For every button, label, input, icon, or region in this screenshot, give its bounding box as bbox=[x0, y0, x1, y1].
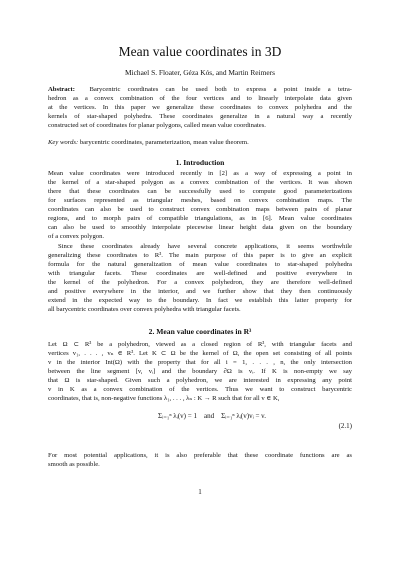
abstract-line: kernels of star-shaped polyhedra. These coordinates generalize in a natural way a recently bbox=[48, 112, 352, 120]
text-line: coordinates, that is, non-negative functions λ₁, . . . , λₙ : K → R such that for all v ∈ K, bbox=[48, 394, 280, 402]
text-line: Let Ω ⊂ R³ be a polyhedron, viewed as a closed region of R³, with triangular facets and bbox=[48, 341, 352, 348]
text-line: can also be used to smoothly interpolate piecewise linear height data given on the boundary bbox=[48, 223, 352, 231]
text-line: For most potential applications, it is also preferable that these coordinate functions are as bbox=[48, 452, 352, 459]
abstract-label: Abstract: bbox=[48, 86, 75, 93]
paper-authors: Michael S. Floater, Géza Kós, and Martin Reimers bbox=[125, 68, 275, 77]
text-line: vertices v₁, . . . , vₙ ∈ R³. Let K ⊂ Ω be the kernel of Ω, the open set consisting of all points bbox=[48, 349, 352, 357]
text-line: and positive everywhere in the interior, and we further show that they then continuously bbox=[48, 287, 352, 295]
paper-title: Mean value coordinates in 3D bbox=[118, 44, 282, 59]
text-line: formula for the natural generalization of mean value coordinates to star-shaped polyhedra bbox=[48, 260, 352, 268]
text-line: for surfaces represented as triangular meshes, based on convex combination maps. The bbox=[48, 196, 352, 204]
text-line: all barycentric coordinates over convex polyhedra with triangular facets. bbox=[48, 305, 241, 313]
section2-paragraph bbox=[48, 341, 352, 404]
text-line: v in K as a convex combination of the vertices. Thus we want to construct barycentric bbox=[48, 385, 352, 393]
equation-body bbox=[158, 412, 266, 420]
keywords-label: Key words: bbox=[48, 139, 79, 146]
text-line: v in the interior Int(Ω) with the property that for all i = 1, . . . , n, the only intersection bbox=[48, 358, 352, 366]
text-line: generalizing these coordinates to R³. The main purpose of this paper is to give an explicit bbox=[48, 251, 352, 259]
page-number: 1 bbox=[198, 488, 202, 496]
text-line: there that these coordinates can be successfully used to compute good parameterizations bbox=[48, 187, 352, 195]
text-line: regions, and to morph pairs of compatible triangulations, as in [6]. Mean value coordinates bbox=[48, 214, 352, 222]
abstract bbox=[48, 86, 352, 131]
text-line: with triangular facets. These coordinates are well-defined and positive everywhere in bbox=[48, 269, 352, 277]
section-heading-introduction: 1. Introduction bbox=[175, 158, 225, 167]
text-line: of a convex polygon. bbox=[48, 232, 105, 240]
text-line: the kernel of the polyhedron. For a convex polyhedron, they are therefore well-defined bbox=[48, 278, 352, 286]
closing-paragraph bbox=[48, 452, 352, 470]
text-line: Since these coordinates already have several concrete applications, it seems worthwhile bbox=[58, 243, 352, 250]
equation-right: Σᵢ₌₁ⁿ λᵢ(v)vᵢ = v. bbox=[221, 412, 266, 420]
section-heading-mean-value-coordinates: 2. Mean value coordinates in R³ bbox=[148, 327, 252, 336]
equation-number: (2.1) bbox=[338, 422, 352, 430]
keywords-line: Key words: barycentric coordinates, parameterization, mean value theorem. bbox=[48, 139, 249, 146]
text-line: smooth as possible. bbox=[48, 460, 100, 468]
equation-and: and bbox=[203, 412, 215, 420]
abstract-line: constructed set of coordinates for planar polygons, called mean value coordinates. bbox=[48, 121, 266, 129]
text-line: extend in the expected way to the boundary. In fact we establish this latter property for bbox=[48, 296, 352, 304]
section1-paragraph1 bbox=[48, 170, 352, 242]
section1-paragraph2 bbox=[48, 243, 352, 315]
text-line: the kernel of a star-shaped polygon as a convex combination of the vertices. It was shown bbox=[48, 178, 352, 186]
text-line: Mean value coordinates were introduced recently in [2] as a way of expressing a point in bbox=[48, 170, 352, 177]
text-line: that Ω is star-shaped. Given such a polyhedron, we are interested in expressing any point bbox=[48, 376, 352, 384]
abstract-line: hedron as a convex combination of the four vertices and to linearly interpolate data given bbox=[48, 94, 352, 102]
abstract-line: Abstract: Barycentric coordinates can be used both to express a point inside a tetra- bbox=[48, 86, 352, 93]
equation-2-1 bbox=[48, 412, 352, 442]
abstract-line: at the vertices. In this paper we generalize these coordinates to convex polyhedra and the bbox=[48, 103, 352, 111]
text-line: coordinates can also be used to construct convex combination maps between pairs of planar bbox=[48, 205, 352, 213]
equation-left: Σᵢ₌₁ⁿ λᵢ(v) = 1 bbox=[158, 412, 197, 420]
text-line: between the line segment [v, vᵢ] and the boundary ∂Ω is vᵢ. If K is non-empty we say bbox=[48, 367, 352, 375]
keywords bbox=[48, 139, 352, 148]
